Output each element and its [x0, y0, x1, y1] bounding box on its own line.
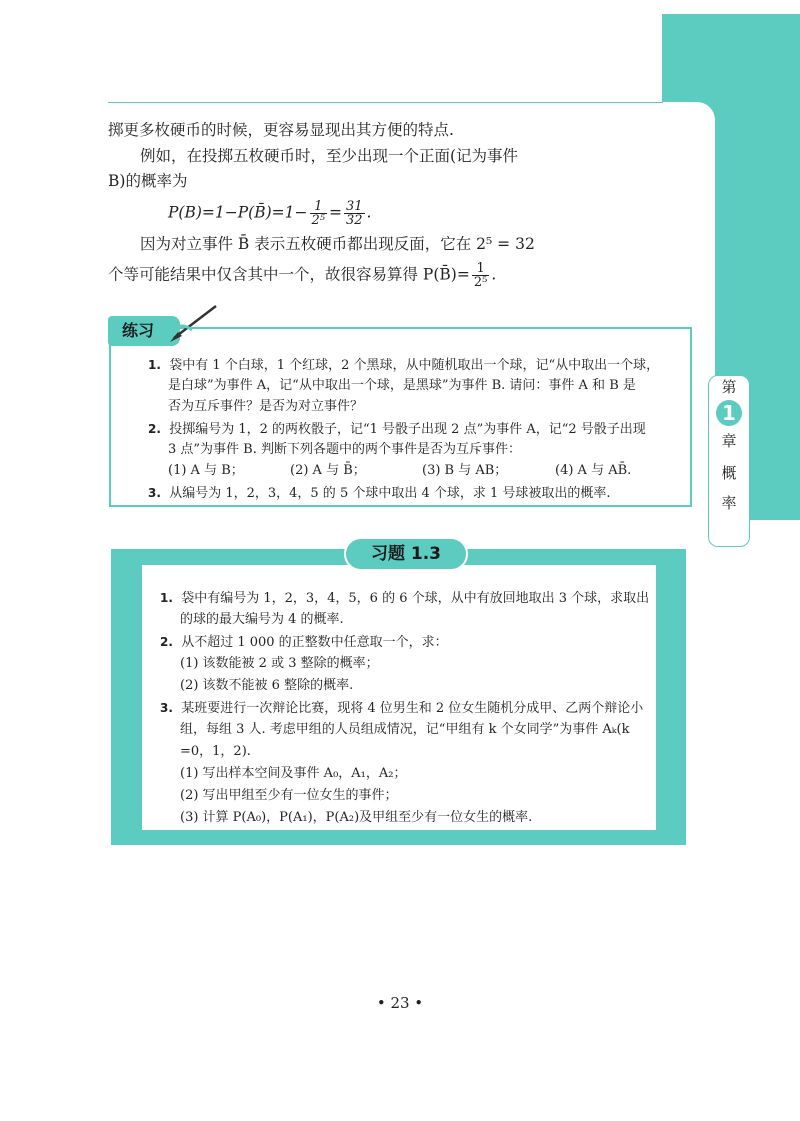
homework-item-3-line-4: (1) 写出样本空间及事件 A₀，A₁，A₂； — [180, 766, 407, 781]
formula-fraction-2: $\frac{31}{32}$ — [345, 199, 363, 228]
chapter-title-1: 概 — [721, 464, 737, 482]
homework-item-2-line-3: (2) 该数不能被 6 整除的概率. — [180, 678, 354, 693]
exercise-option-4: (4) A 与 AB̄. — [555, 463, 632, 478]
homework-title: 习题 1.3 — [344, 537, 468, 571]
homework-item-3-line-2: 组，每组 3 人. 考虑甲组的人员组成情况，记“甲组有 k 个女同学”为事件 Aₖ(k — [180, 722, 630, 737]
chapter-title-2: 率 — [721, 494, 737, 512]
homework-item-2-line-2: (1) 该数能被 2 或 3 整除的概率； — [180, 656, 379, 671]
formula-end: . — [366, 203, 372, 222]
intro-line-4: 因为对立事件 B̄ 表示五枚硬币都出现反面，它在 2⁵ = 32 — [140, 235, 535, 253]
formula — [168, 200, 371, 227]
intro-line-5: 个等可能结果中仅含其中一个，故很容易算得 P(B̄)= $\frac{1}{\text{2⁵}}$ . — [108, 261, 497, 290]
homework-item-3: 3. 某班要进行一次辩论比赛，现将 4 位男生和 2 位女生随机分成甲、乙两个辩论小 — [160, 701, 644, 716]
exercise-label: 练习 — [108, 316, 180, 346]
chapter-number: 1 — [716, 400, 742, 426]
homework-item-3-line-5: (2) 写出甲组至少有一位女生的事件； — [180, 788, 398, 803]
exercise-option-2: (2) A 与 B̄； — [290, 463, 366, 478]
chapter-tab — [708, 375, 750, 547]
exercise-item-1: 1. 袋中有 1 个白球，1 个红球，2 个黑球，从中随机取出一个球，记“从中取出一个球， — [148, 358, 660, 373]
homework-item-3-line-3: =0，1，2). — [180, 744, 251, 759]
chapter-prefix: 第 — [721, 378, 737, 396]
pen-icon — [168, 302, 220, 344]
exercise-option-1: (1) A 与 B； — [168, 463, 244, 478]
homework-item-3-line-6: (3) 计算 P(A₀)，P(A₁)，P(A₂)及甲组至少有一位女生的概率. — [180, 810, 533, 825]
header-rule — [108, 102, 663, 103]
chapter-suffix: 章 — [721, 432, 737, 450]
intro-line-2: 例如，在投掷五枚硬币时，至少出现一个正面(记为事件 — [140, 147, 519, 165]
intro-line-3: B)的概率为 — [108, 172, 188, 190]
homework-item-2: 2. 从不超过 1 000 的正整数中任意取一个，求： — [160, 635, 448, 650]
formula-left: P(B)=1−P(B̄)=1− — [168, 203, 308, 222]
homework-item-1: 1. 袋中有编号为 1，2，3，4，5，6 的 6 个球，从中有放回地取出 3 个球，求取出 — [160, 591, 650, 606]
intro-line-1: 掷更多枚硬币的时候，更容易显现出其方便的特点. — [108, 121, 454, 139]
exercise-item-2: 2. 投掷编号为 1，2 的两枚骰子，记“1 号骰子出现 2 点”为事件 A，记“2 号骰子出现 — [148, 422, 646, 437]
exercise-item-1-line-3: 否为互斥事件？是否为对立事件？ — [168, 399, 364, 414]
exercise-item-1-line-2: 是白球”为事件 A，记“从中取出一个球，是黑球”为事件 B. 请问：事件 A 和 B 是 — [168, 378, 636, 393]
prob-fraction: $\frac{1}{\text{2⁵}}$ — [473, 261, 488, 290]
formula-equals: = — [328, 203, 342, 222]
homework-item-1-line-2: 的球的最大编号为 4 的概率. — [180, 612, 344, 627]
exercise-option-3: (3) B 与 AB； — [422, 463, 508, 478]
exercise-item-3: 3. 从编号为 1，2，3，4，5 的 5 个球中取出 4 个球，求 1 号球被取出的概率. — [148, 486, 611, 501]
page-number: • 23 • — [376, 994, 424, 1012]
formula-fraction-1: $\frac{1}{\text{2⁵}}$ — [311, 199, 325, 228]
exercise-item-2-line-2: 3 点”为事件 B. 判断下列各题中的两个事件是否为互斥事件： — [168, 442, 521, 457]
